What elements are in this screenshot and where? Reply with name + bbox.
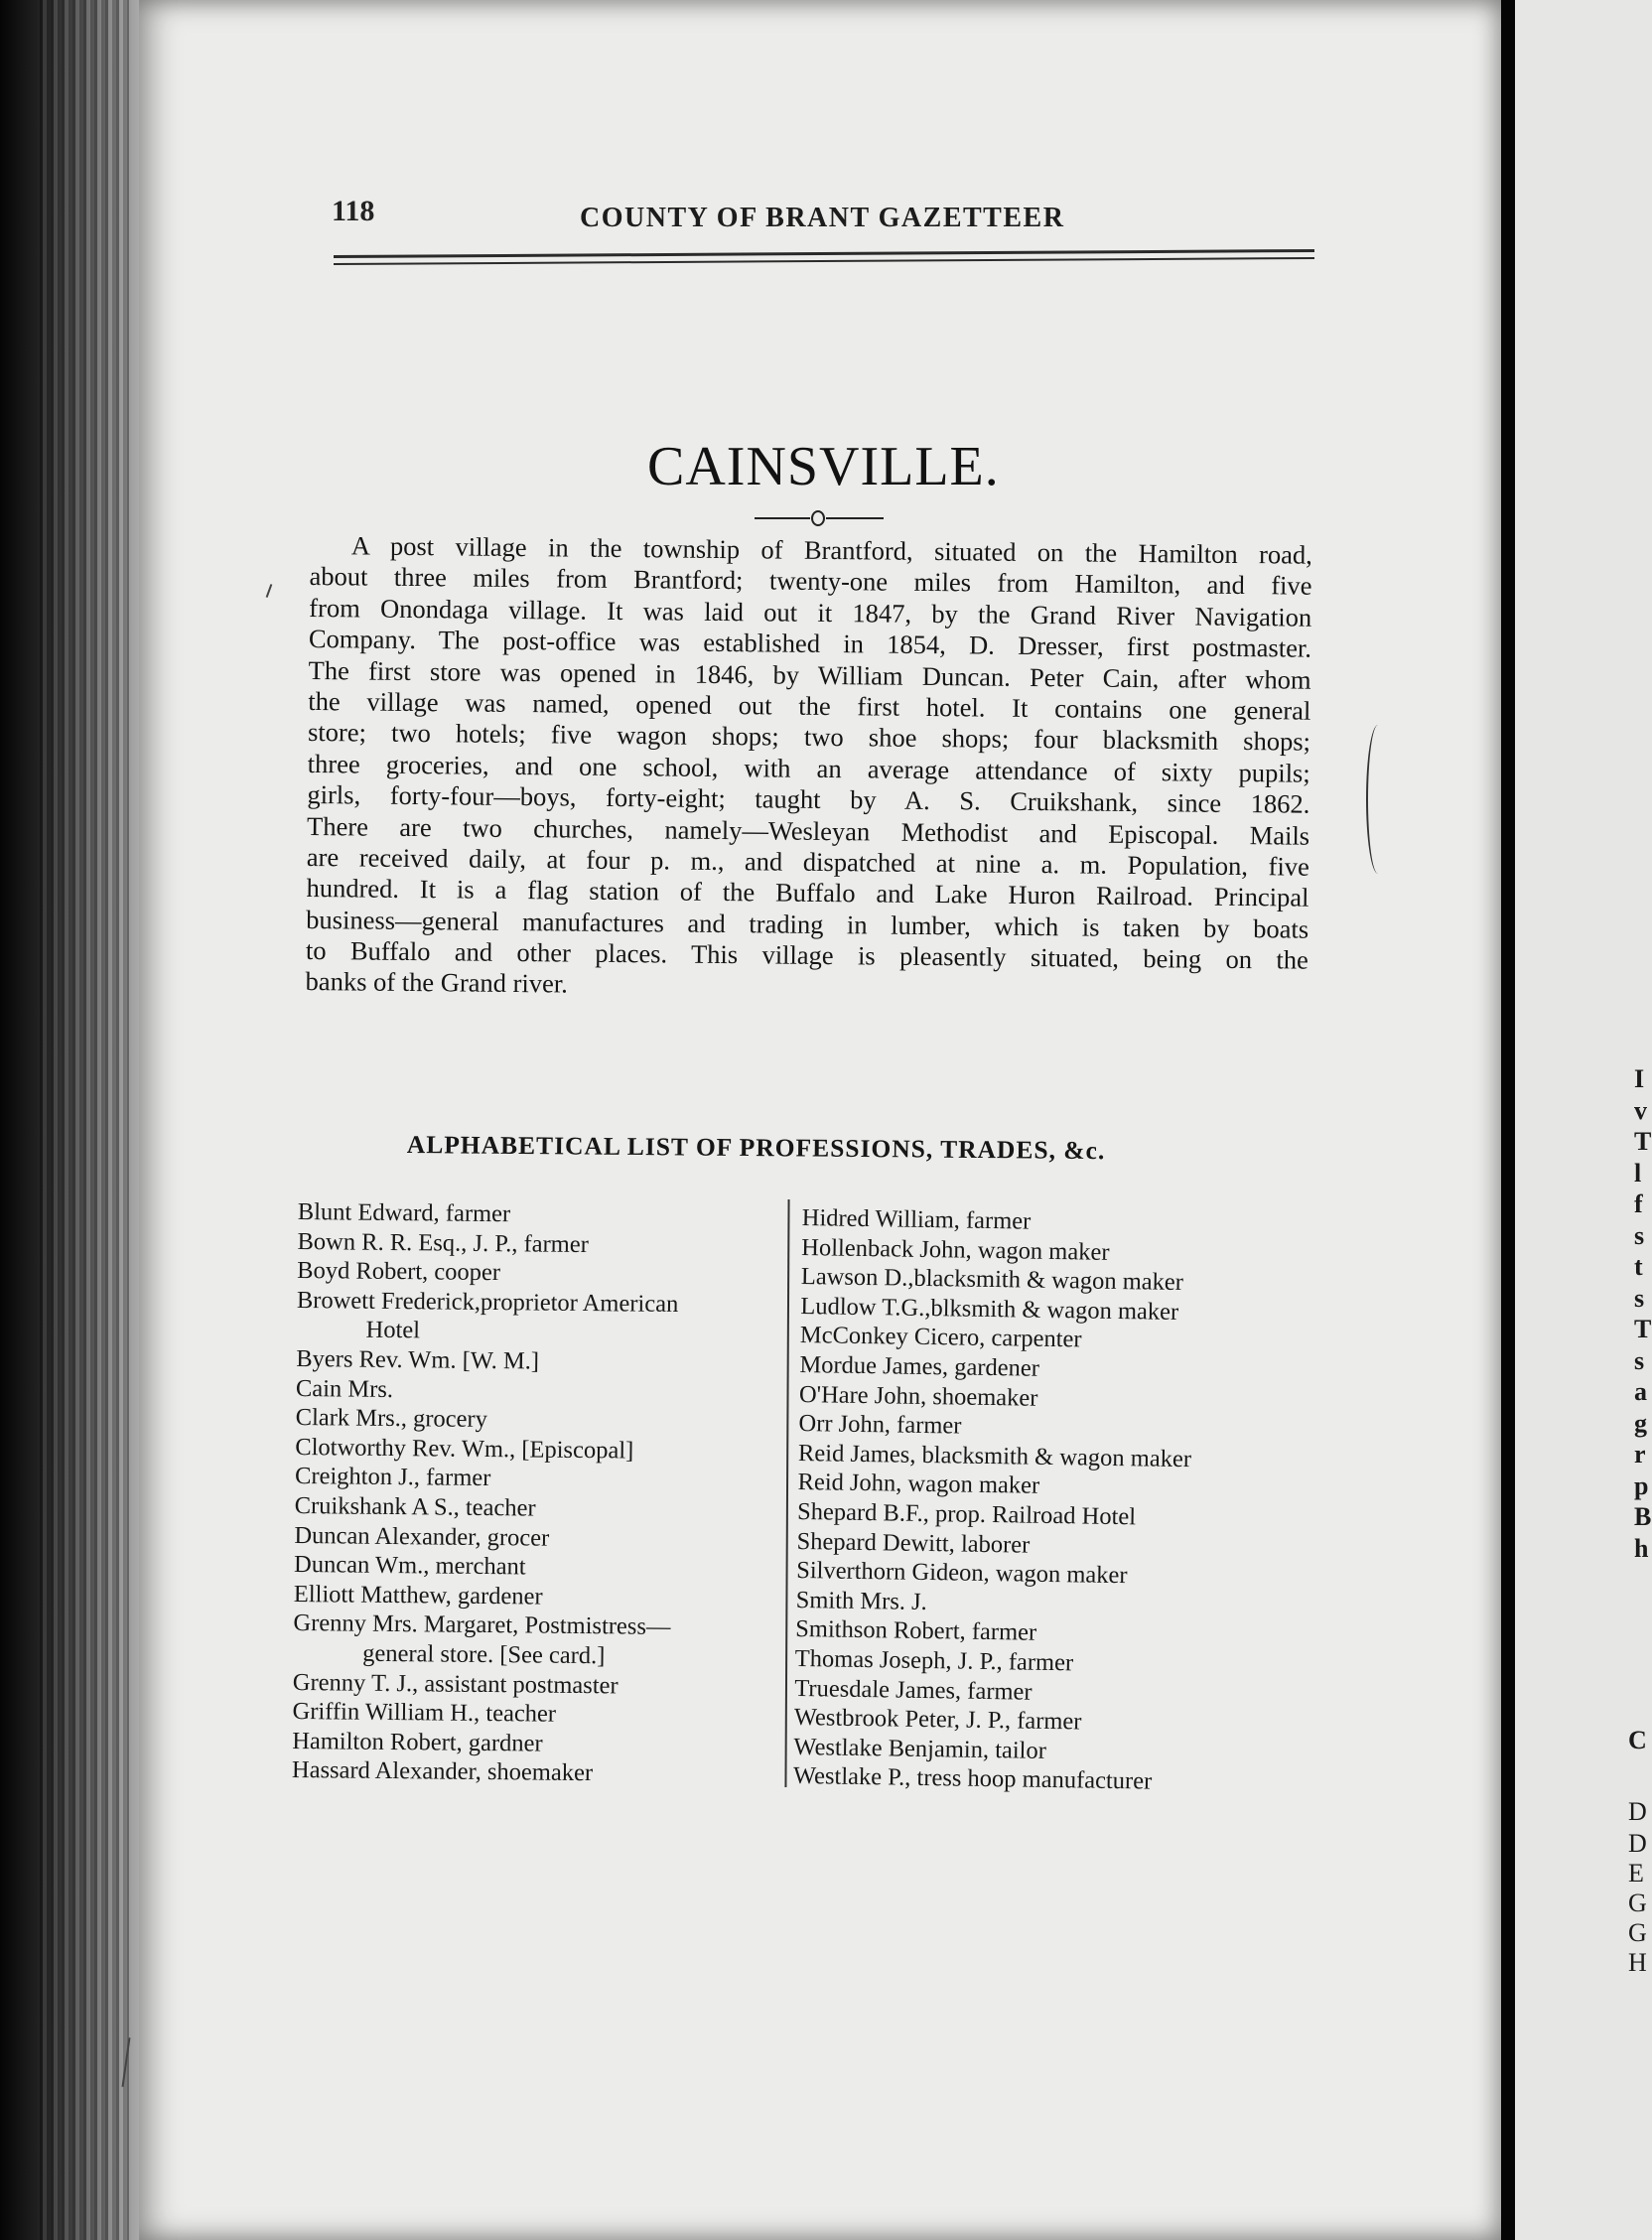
description-paragraph [305,530,1311,1008]
directory-left-column [292,1197,784,1790]
directory-entry: Lawson D.,blacksmith & wagon maker [800,1263,1184,1297]
paragraph-line: business—general manufactures and trading in lumber, which is taken by boats [306,904,1309,944]
adjacent-page-fragment: D [1628,1829,1647,1858]
paragraph-line: The first store was opened in 1846, by William Duncan. Peter Cain, after whom [308,654,1311,695]
directory-entry: Thomas Joseph, J. P., farmer [794,1644,1074,1677]
adjacent-page-fragment: G [1628,1889,1647,1917]
adjacent-page-fragment: T [1634,1127,1652,1156]
directory-entry-continuation: Hotel [365,1317,421,1344]
directory-right-column [793,1203,1299,1799]
directory-entry: Shepard Dewitt, laborer [796,1527,1031,1559]
directory-entry: Truesdale James, farmer [794,1674,1032,1706]
running-title: COUNTY OF BRANT GAZETTEER [580,203,1065,233]
adjacent-page-fragment: s [1634,1220,1645,1250]
adjacent-page-fragment: H [1628,1948,1647,1977]
margin-bracket-mark [1366,725,1390,874]
adjacent-page-fragment: r [1634,1440,1646,1469]
adjacent-page-fragment: s [1634,1345,1645,1375]
paragraph-line: There are two churches, namely—Wesleyan Methodist and Episcopal. Mails [307,810,1310,851]
page-number: 118 [332,195,375,227]
adjacent-page-fragment: l [1634,1158,1642,1188]
directory-entry: Hamilton Robert, gardner [292,1727,543,1757]
directory-entry: Cain Mrs. [295,1374,394,1403]
adjacent-page-fragment: f [1634,1190,1643,1218]
adjacent-page-fragment: G [1628,1918,1647,1947]
directory-heading: ALPHABETICAL LIST OF PROFESSIONS, TRADES, &c. [406,1130,1106,1166]
adjacent-page-fragment: t [1634,1252,1643,1281]
directory-entry: Clotworthy Rev. Wm., [Episcopal] [295,1433,634,1465]
adjacent-page-fragment: C [1628,1726,1647,1754]
directory-entry: Grenny T. J., assistant postmaster [292,1668,619,1699]
directory-entry: O'Hare John, shoemaker [798,1380,1038,1412]
title-ornament [755,510,884,526]
film-scratches [40,0,129,2240]
directory-entry: Ludlow T.G.,blksmith & wagon maker [800,1292,1179,1326]
directory-entry: Griffin William H., teacher [292,1698,557,1728]
directory-entry: Clark Mrs., grocery [295,1404,488,1434]
adjacent-page-fragment: g [1634,1408,1647,1438]
directory-entry: Boyd Robert, cooper [297,1257,501,1287]
directory-entry: Smith Mrs. J. [795,1586,927,1615]
directory-entry: Silverthorn Gideon, wagon maker [795,1557,1128,1590]
paragraph-line: A post village in the township of Brantford, situated on the Hamilton road, [350,530,1312,570]
scanned-page [139,0,1501,2240]
directory-entry: Blunt Edward, farmer [297,1198,511,1228]
adjacent-page-fragment: h [1634,1533,1649,1563]
directory-entry: Creighton J., farmer [294,1463,491,1492]
directory-entry: Westlake Benjamin, tailor [793,1733,1047,1764]
paragraph-line: to Buffalo and other places. This village is pleasently situated, being on the [305,935,1309,975]
adjacent-page-fragment: I [1634,1064,1645,1093]
paragraph-line: Company. The post-office was established in 1854, D. Dresser, first postmaster. [308,624,1312,663]
adjacent-page-fragment: p [1634,1470,1649,1500]
adjacent-page-fragment: E [1628,1859,1644,1888]
directory-entry: Duncan Alexander, grocer [294,1521,550,1552]
paragraph-line: banks of the Grand river. [305,966,568,999]
paragraph-line: three groceries, and one school, with an average attendance of sixty pupils; [307,748,1310,788]
adjacent-page-fragment: v [1634,1095,1647,1125]
directory-entry: Browett Frederick,proprietor American [296,1286,679,1318]
directory-entry: Grenny Mrs. Margaret, Postmistress— [293,1610,671,1641]
adjacent-page-fragment: B [1634,1502,1652,1531]
directory-entry: Reid James, blacksmith & wagon maker [797,1439,1192,1472]
directory-entry: Hassard Alexander, shoemaker [291,1756,594,1787]
directory-entry: Smithson Robert, farmer [795,1615,1037,1647]
adjacent-page-fragment: a [1634,1377,1647,1406]
paragraph-line: girls, forty-four—boys, forty-eight; taught by A. S. Cruikshank, since 1862. [307,779,1310,819]
directory-entry: Shepard B.F., prop. Railroad Hotel [796,1497,1137,1531]
directory-entry: McConkey Cicero, carpenter [799,1322,1082,1353]
directory-entry: Westbrook Peter, J. P., farmer [793,1704,1082,1736]
paragraph-line: store; two hotels; five wagon shops; two shoe shops; four blacksmith shops; [307,717,1311,758]
directory-entry: Orr John, farmer [798,1410,962,1440]
directory-entry: Hidred William, farmer [801,1203,1032,1235]
adjacent-page-fragment: D [1628,1797,1647,1826]
article-title: CAINSVILLE. [647,436,1000,497]
paragraph-line: are received daily, at four p. m., and dispatched at nine a. m. Population, five [306,841,1309,882]
adjacent-page-fragment: s [1634,1283,1645,1313]
directory-entry: Westlake P., tress hoop manufacturer [792,1762,1153,1795]
directory-entry: Mordue James, gardener [799,1350,1040,1382]
directory-entry: Reid John, wagon maker [797,1469,1040,1500]
adjacent-page-fragment: T [1634,1315,1652,1343]
directory-entry: Duncan Wm., merchant [293,1551,526,1581]
directory-entry: Elliott Matthew, gardener [293,1580,543,1610]
directory-entry-continuation: general store. [See card.] [362,1639,606,1670]
paragraph-line: from Onondaga village. It was laid out it 1847, by the Grand River Navigation [309,592,1312,632]
directory-entry: Cruikshank A S., teacher [294,1491,536,1522]
directory-entry: Hollenback John, wagon maker [801,1233,1110,1266]
paragraph-line: the village was named, opened out the first hotel. It contains one general [308,685,1311,726]
paragraph-line: about three miles from Brantford; twenty-one miles from Hamilton, and five [309,561,1312,602]
paragraph-line: hundred. It is a flag station of the Buffalo and Lake Huron Railroad. Principal [306,873,1309,912]
page-gutter [1501,0,1515,2240]
directory-entry: Bown R. R. Esq., J. P., farmer [297,1227,589,1258]
directory-entry: Byers Rev. Wm. [W. M.] [296,1344,540,1375]
